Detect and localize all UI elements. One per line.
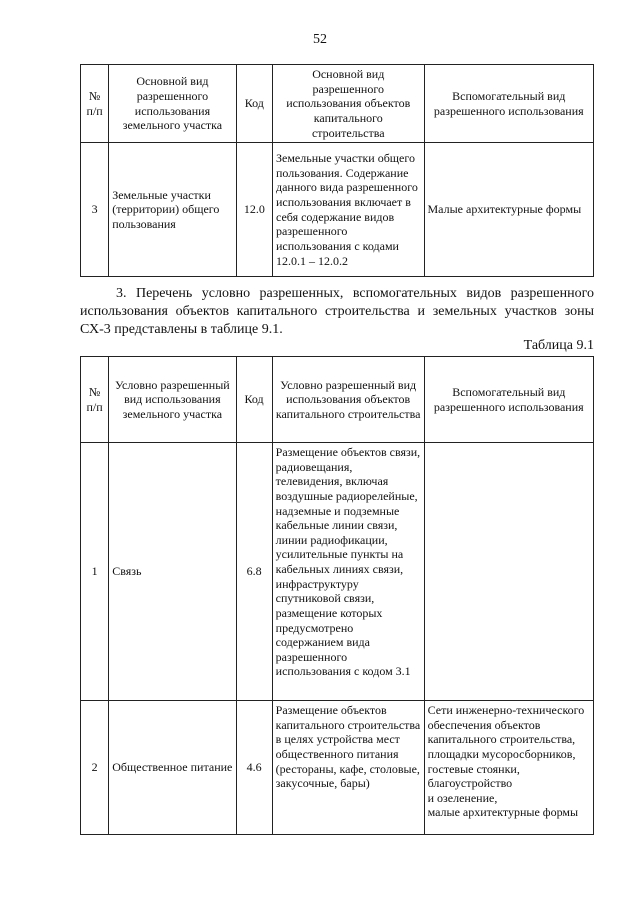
table-header-row [81, 357, 594, 443]
cell-num: 1 [81, 443, 109, 701]
header-code: Код [236, 65, 272, 143]
header-code: Код [236, 357, 272, 443]
header-object: Условно разрешенный вид использования объектов капитального строительства [272, 357, 424, 443]
land-use-table-main [80, 64, 594, 277]
page-number: 52 [313, 32, 327, 47]
cell-aux [424, 443, 593, 701]
cell-kind: Земельные участки (территории) общего пользования [109, 143, 236, 277]
header-num: № п/п [81, 65, 109, 143]
cell-num: 3 [81, 143, 109, 277]
header-kind: Основной вид разрешенного использования земельного участка [109, 65, 236, 143]
cell-object: Размещение объектов капитального строительства в целях устройства мест общественного питания (рестораны, кафе, столовые, закусочные, бары) [272, 701, 424, 835]
table-header-row [81, 65, 594, 143]
cell-code: 12.0 [236, 143, 272, 277]
header-kind: Условно разрешенный вид использования земельного участка [109, 357, 236, 443]
cell-kind: Общественное питание [109, 701, 236, 835]
cell-code: 4.6 [236, 701, 272, 835]
header-num: № п/п [81, 357, 109, 443]
header-aux: Вспомогательный вид разрешенного использования [424, 357, 593, 443]
cell-object: Размещение объектов связи, радиовещания, телевидения, включая воздушные радиорелейные, надземные и подземные кабельные линии связи, линии радиофикации, усилительные пункты на кабельных линиях связи, инфраструктуру спутниковой связи, размещение которых предусмотрено содержанием вида разрешенного использования с кодом 3.1 [272, 443, 424, 701]
land-use-table-conditional [80, 356, 594, 835]
cell-object: Земельные участки общего пользования. Содержание данного вида разрешенного использования включает в себя содержание видов разрешенного использования с кодами 12.0.1 – 12.0.2 [272, 143, 424, 277]
section-paragraph: 3. Перечень условно разрешенных, вспомогательных видов разрешенного использования объектов капитального строительства и земельных участков зоны СХ-3 представлены в таблице 9.1. [80, 286, 594, 338]
cell-num: 2 [81, 701, 109, 835]
cell-aux: Малые архитектурные формы [424, 143, 593, 277]
header-object: Основной вид разрешенного использования объектов капитального строительства [272, 65, 424, 143]
table-caption: Таблица 9.1 [523, 338, 594, 353]
table-row [81, 701, 594, 835]
cell-kind: Связь [109, 443, 236, 701]
table-row [81, 143, 594, 277]
cell-aux: Сети инженерно-технического обеспечения объектов капитального строительства, площадки мусоросборников, гостевые стоянки, благоустройство и озеленение, малые архитектурные формы [424, 701, 593, 835]
table-row [81, 443, 594, 701]
header-aux: Вспомогательный вид разрешенного использования [424, 65, 593, 143]
cell-code: 6.8 [236, 443, 272, 701]
